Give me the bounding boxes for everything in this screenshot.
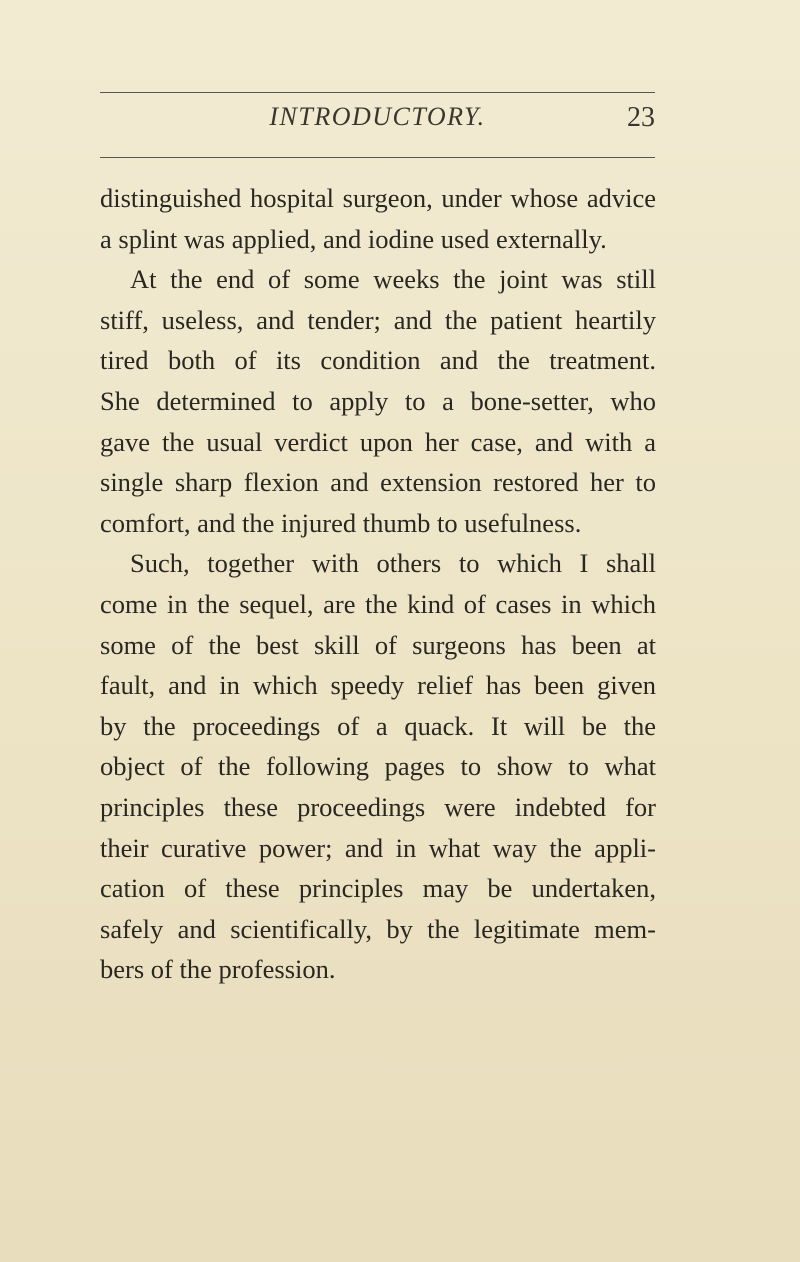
text-line: safely and scientifically, by the legitimate mem- bbox=[100, 913, 656, 944]
text-line: distinguished hospital surgeon, under whose advice bbox=[100, 183, 656, 213]
running-head bbox=[100, 100, 655, 144]
text-line: She determined to apply to a bone-setter, who bbox=[100, 385, 656, 416]
text-line: a splint was applied, and iodine used externally. bbox=[100, 223, 607, 254]
header-bottom-rule bbox=[100, 157, 655, 158]
text-line: stiff, useless, and tender; and the patient heartily bbox=[100, 304, 656, 335]
text-line: Such, together with others to which I shall bbox=[130, 548, 656, 579]
body-text bbox=[100, 178, 656, 990]
text-line: At the end of some weeks the joint was still bbox=[130, 264, 656, 295]
text-line: gave the usual verdict upon her case, and with a bbox=[100, 426, 656, 457]
running-title: INTRODUCTORY. bbox=[269, 102, 486, 131]
text-line: comfort, and the injured thumb to usefulness. bbox=[100, 507, 582, 538]
text-line: by the proceedings of a quack. It will be the bbox=[100, 710, 656, 741]
text-line: cation of these principles may be undertaken, bbox=[100, 873, 656, 904]
text-line: come in the sequel, are the kind of cases in which bbox=[100, 588, 656, 619]
text-line: object of the following pages to show to what bbox=[100, 751, 656, 782]
text-line: fault, and in which speedy relief has been given bbox=[100, 670, 656, 701]
text-line: some of the best skill of surgeons has been at bbox=[100, 629, 656, 660]
header-top-rule bbox=[100, 92, 655, 93]
text-line: principles these proceedings were indebted for bbox=[100, 791, 656, 822]
text-line: single sharp flexion and extension restored her to bbox=[100, 467, 656, 498]
text-line: bers of the profession. bbox=[100, 954, 336, 985]
text-line: their curative power; and in what way the appli- bbox=[100, 832, 656, 863]
page-number: 23 bbox=[627, 102, 655, 133]
text-line: tired both of its condition and the treatment. bbox=[100, 345, 656, 376]
